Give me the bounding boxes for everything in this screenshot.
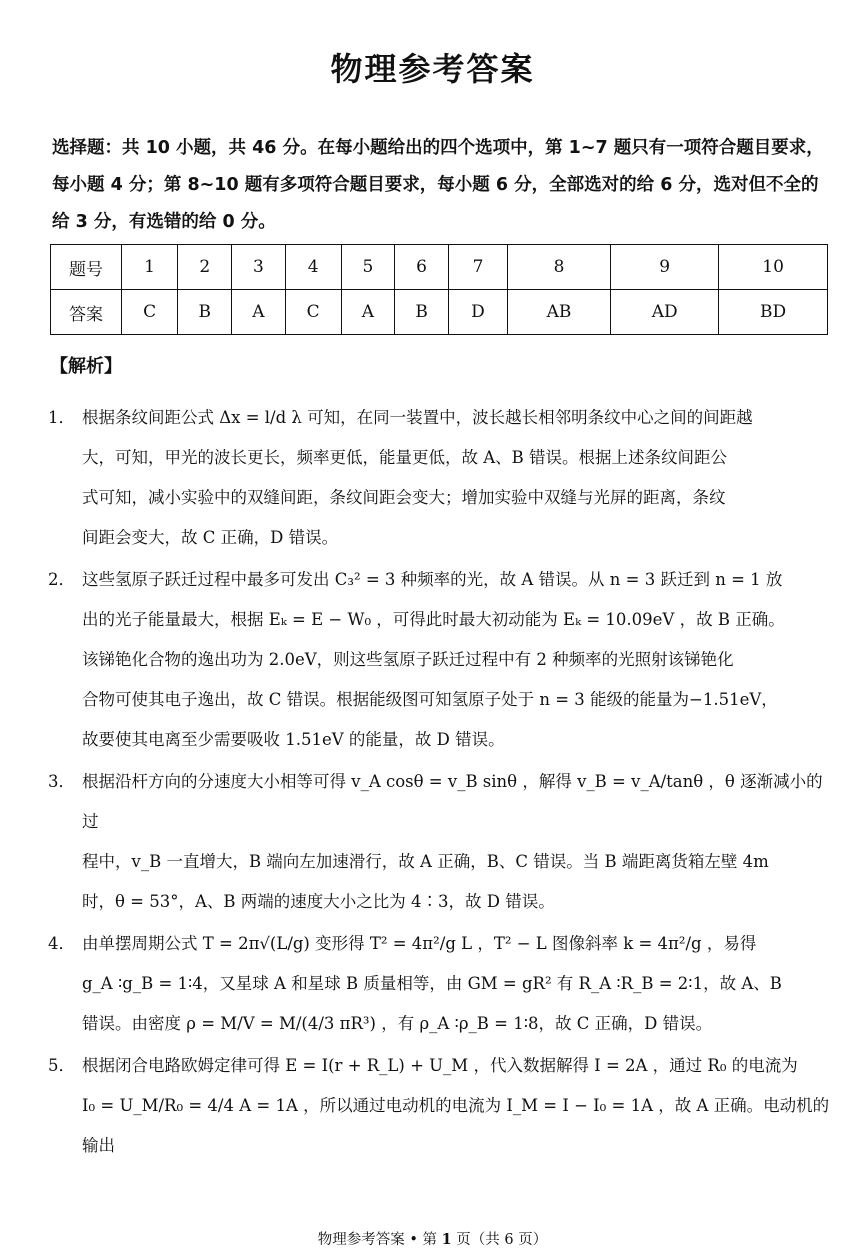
table-row-answers (51, 290, 828, 335)
analysis-item-4 (48, 924, 830, 1044)
item-number: 4． (48, 934, 75, 953)
analysis-item-5 (48, 1046, 830, 1166)
page-title: 物理参考答案 (330, 50, 535, 88)
question-number-cell: 6 (395, 245, 449, 290)
answer-cell: AB (507, 290, 610, 335)
item-line: 大，可知，甲光的波长更长，频率更低，能量更低，故 A、B 错误。根据上述条纹间距公 (82, 448, 728, 467)
question-number-cell: 10 (719, 245, 828, 290)
question-number-cell: 2 (178, 245, 232, 290)
question-number-cell: 1 (122, 245, 178, 290)
item-line: 该锑铯化合物的逸出功为 2.0eV，则这些氢原子跃迁过程中有 2 种频率的光照射该锑铯化 (82, 650, 734, 669)
analysis-item-3 (48, 762, 830, 922)
item-line: 根据闭合电路欧姆定律可得 E = I(r + R_L) + U_M ，代入数据解得 I = 2A ，通过 R₀ 的电流为 (82, 1056, 798, 1075)
item-line: 根据条纹间距公式 Δx = l/d λ 可知，在同一装置中，波长越长相邻明条纹中心之间的间距越 (82, 408, 753, 427)
item-line: 出的光子能量最大，根据 Eₖ = E − W₀ ，可得此时最大初动能为 Eₖ = 10.09eV ，故 B 正确。 (82, 610, 785, 629)
row-header-number: 题号 (51, 245, 122, 290)
answer-cell: B (178, 290, 232, 335)
question-number-cell: 7 (449, 245, 508, 290)
footer-page-number: 1 (441, 1231, 452, 1248)
item-line: 合物可使其电子逸出，故 C 错误。根据能级图可知氢原子处于 n = 3 能级的能量为−1.51eV， (82, 690, 778, 709)
item-number: 2． (48, 570, 75, 589)
row-header-answer: 答案 (51, 290, 122, 335)
answer-cell: A (341, 290, 394, 335)
analysis-item-1 (48, 398, 830, 558)
answer-cell: BD (719, 290, 828, 335)
item-line: 时，θ = 53°，A、B 两端的速度大小之比为 4∶3，故 D 错误。 (82, 892, 555, 911)
question-number-cell: 3 (232, 245, 285, 290)
question-number-cell: 9 (611, 245, 719, 290)
item-line: 错误。由密度 ρ = M/V = M/(4/3 πR³) ，有 ρ_A ∶ρ_B = 1∶8，故 C 正确，D 错误。 (82, 1014, 713, 1033)
analysis-body (48, 398, 830, 1166)
analysis-item-2 (48, 560, 830, 760)
item-line: g_A ∶g_B = 1∶4，又星球 A 和星球 B 质量相等，由 GM = gR² 有 R_A ∶R_B = 2∶1，故 A、B (82, 974, 782, 993)
item-number: 1． (48, 408, 75, 427)
answer-cell: B (395, 290, 449, 335)
item-line: 由单摆周期公式 T = 2π√(L/g) 变形得 T² = 4π²/g L ，T² − L 图像斜率 k = 4π²/g ，易得 (82, 934, 757, 953)
item-line: 式可知，减小实验中的双缝间距，条纹间距会变大；增加实验中双缝与光屏的距离，条纹 (82, 488, 726, 507)
item-line: 程中，v_B 一直增大，B 端向左加速滑行，故 A 正确，B、C 错误。当 B 端距离货箱左壁 4m (82, 852, 769, 871)
footer-suffix: 页（共 6 页） (451, 1232, 548, 1248)
item-line: 故要使其电离至少需要吸收 1.51eV 的能量，故 D 错误。 (82, 730, 505, 749)
question-number-cell: 8 (507, 245, 610, 290)
answer-cell: D (449, 290, 508, 335)
table-row-numbers (51, 245, 828, 290)
item-line: 根据沿杆方向的分速度大小相等可得 v_A cosθ = v_B sinθ ，解得 v_B = v_A/tanθ ，θ 逐渐减小的过 (82, 772, 823, 831)
item-line: 间距会变大，故 C 正确，D 错误。 (82, 528, 339, 547)
answer-cell: AD (611, 290, 719, 335)
choice-section-intro: 选择题：共 10 小题，共 46 分。在每小题给出的四个选项中，第 1~7 题只有一项符合题目要求，每小题 4 分；第 8~10 题有多项符合题目要求，每小题 6 分，全部选对的给 6 分，选对但不全的给 3 分，有选错的给 0 分。 (52, 138, 824, 232)
analysis-heading: 【解析】 (50, 356, 122, 377)
answer-table (50, 244, 828, 335)
page-footer (0, 1228, 865, 1249)
answer-cell: A (232, 290, 285, 335)
answer-cell: C (122, 290, 178, 335)
answer-cell: C (285, 290, 341, 335)
item-line: 这些氢原子跃迁过程中最多可发出 C₃² = 3 种频率的光，故 A 错误。从 n = 3 跃迁到 n = 1 放 (82, 570, 783, 589)
footer-prefix: 物理参考答案 • 第 (317, 1232, 442, 1248)
question-number-cell: 5 (341, 245, 394, 290)
item-number: 3． (48, 772, 75, 791)
question-number-cell: 4 (285, 245, 341, 290)
item-number: 5． (48, 1056, 75, 1075)
item-line: I₀ = U_M/R₀ = 4/4 A = 1A ，所以通过电动机的电流为 I_M = I − I₀ = 1A ，故 A 正确。电动机的输出 (82, 1096, 830, 1155)
